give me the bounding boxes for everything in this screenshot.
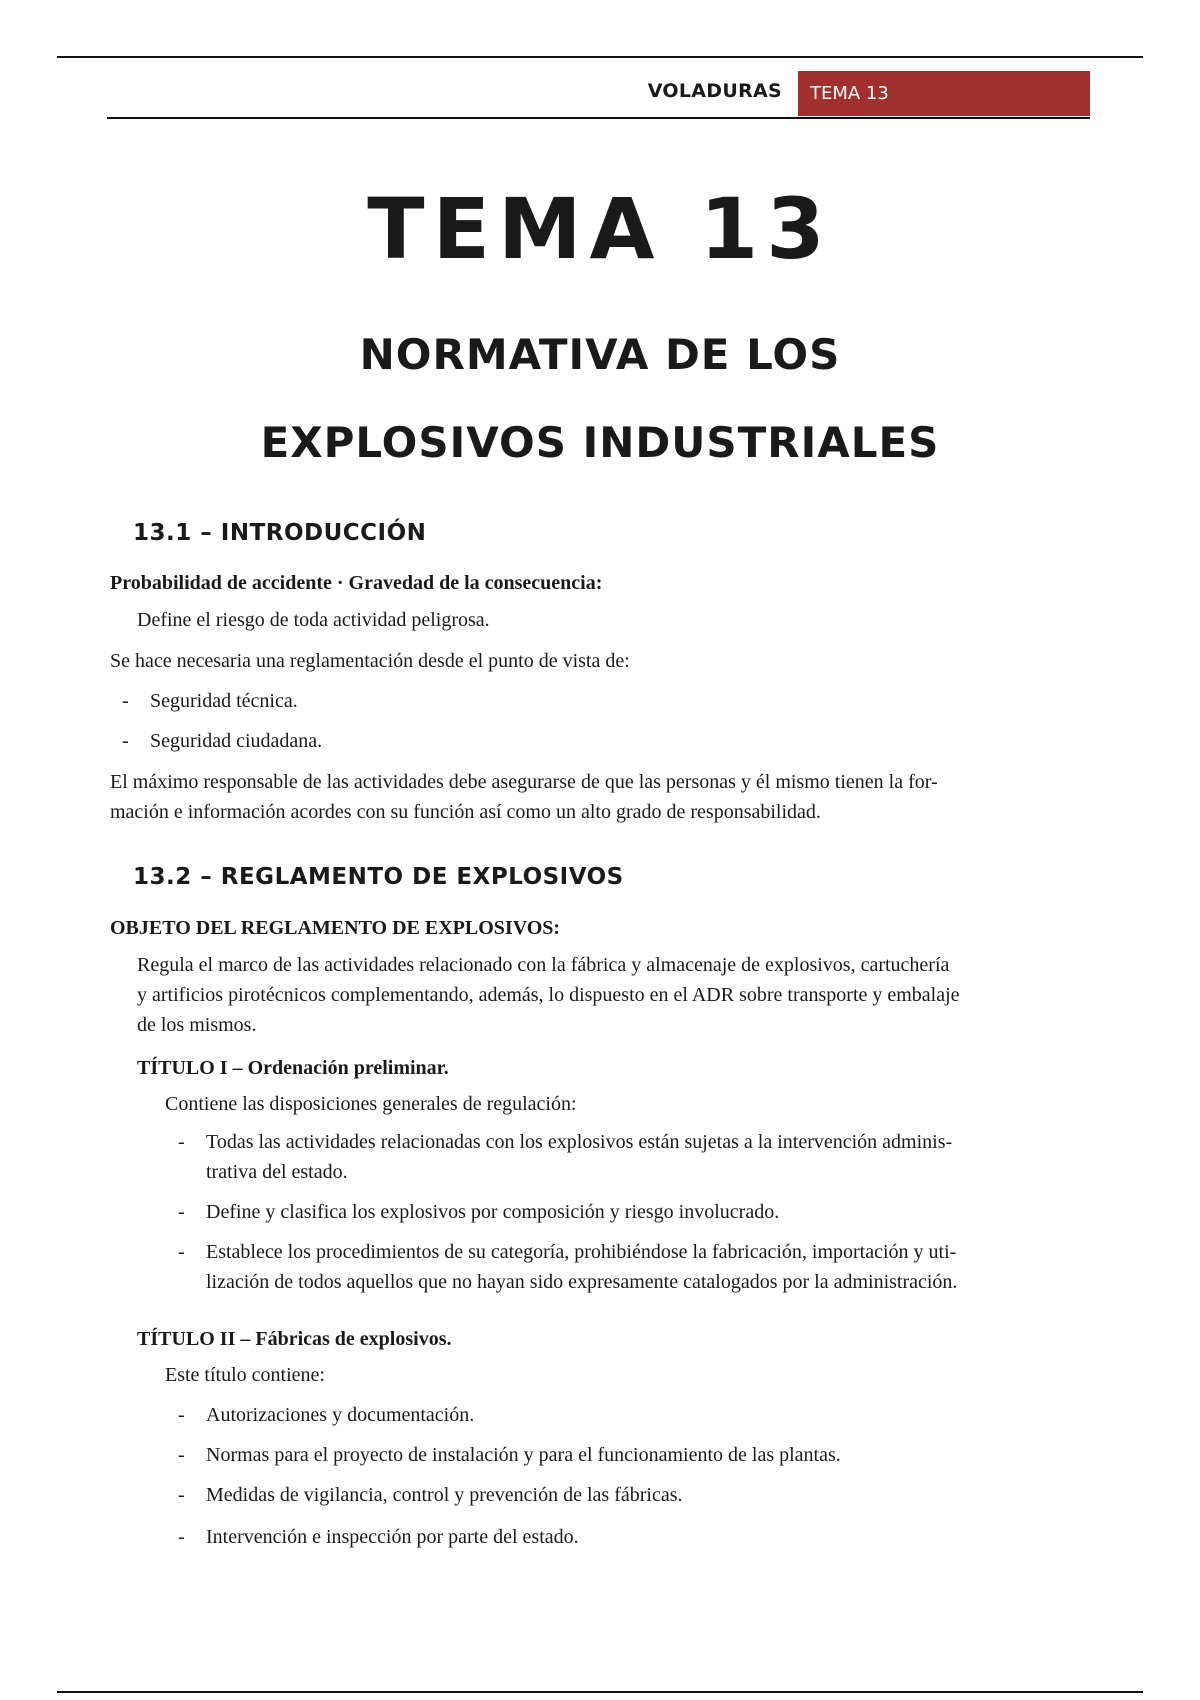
list-item-text: Define y clasifica los explosivos por composición y riesgo involucrado. — [206, 1201, 780, 1223]
list-item-text: Intervención e inspección por parte del estado. — [206, 1526, 579, 1548]
list-item-text: Establece los procedimientos de su categoría, prohibiéndose la fabricación, importación y uti- — [206, 1241, 957, 1263]
list-item-text: Seguridad ciudadana. — [150, 730, 323, 752]
bullet-dash: - — [178, 1201, 185, 1223]
titulo-2-intro: Este título contiene: — [165, 1364, 325, 1386]
bullet-dash: - — [178, 1484, 185, 1506]
list-item — [178, 1237, 956, 1267]
list-item — [122, 686, 298, 716]
list-item-text: Seguridad técnica. — [150, 690, 298, 712]
list-item — [178, 1127, 952, 1157]
subtitle-line-1: NORMATIVA DE LOS — [359, 330, 841, 379]
list-item-text: Medidas de vigilancia, control y prevención de las fábricas. — [206, 1484, 683, 1506]
bullet-dash: - — [122, 730, 129, 752]
bullet-dash: - — [178, 1404, 185, 1426]
objeto-line-3: de los mismos. — [137, 1014, 257, 1036]
list-item — [178, 1400, 474, 1430]
regulation-intro: Se hace necesaria una reglamentación desde el punto de vista de: — [110, 650, 630, 672]
list-item — [178, 1522, 579, 1552]
risk-formula-label: Probabilidad de accidente · Gravedad de la consecuencia: — [110, 572, 603, 594]
page-title: TEMA 13 — [367, 180, 833, 278]
risk-definition: Define el riesgo de toda actividad peligrosa. — [137, 609, 490, 631]
objeto-label: OBJETO DEL REGLAMENTO DE EXPLOSIVOS: — [110, 917, 561, 939]
objeto-line-1: Regula el marco de las actividades relacionado con la fábrica y almacenaje de explosivos, cartuchería — [137, 954, 950, 976]
titulo-2-heading: TÍTULO II – Fábricas de explosivos. — [137, 1328, 452, 1350]
list-item-text: Todas las actividades relacionadas con los explosivos están sujetas a la intervención adminis- — [206, 1131, 953, 1153]
section-heading-reglamento: 13.2 – REGLAMENTO DE EXPLOSIVOS — [133, 864, 624, 890]
responsibility-paragraph-line-2: mación e información acordes con su función así como un alto grado de responsabilidad. — [110, 801, 821, 823]
bottom-rule — [57, 1691, 1143, 1693]
responsibility-paragraph-line-1: El máximo responsable de las actividades debe asegurarse de que las personas y él mismo tienen la for- — [110, 771, 938, 793]
titulo-1-heading: TÍTULO I – Ordenación preliminar. — [137, 1057, 449, 1079]
list-item — [122, 726, 322, 756]
list-item-text: Normas para el proyecto de instalación y para el funcionamiento de las plantas. — [206, 1444, 841, 1466]
bullet-dash: - — [178, 1444, 185, 1466]
bullet-dash: - — [178, 1131, 185, 1153]
page-header — [107, 70, 1090, 119]
list-item-text: Autorizaciones y documentación. — [206, 1404, 475, 1426]
objeto-line-2: y artificios pirotécnicos complementando, además, lo dispuesto en el ADR sobre transporte y embalaje — [137, 984, 960, 1006]
list-item — [178, 1440, 841, 1470]
section-heading-introduccion: 13.1 – INTRODUCCIÓN — [133, 520, 427, 546]
subtitle-line-2: EXPLOSIVOS INDUSTRIALES — [260, 418, 940, 467]
list-item-continuation: lización de todos aquellos que no hayan sido expresamente catalogados por la administración. — [206, 1271, 958, 1293]
titulo-1-intro: Contiene las disposiciones generales de regulación: — [165, 1093, 577, 1115]
top-rule — [57, 56, 1143, 58]
bullet-dash: - — [122, 690, 129, 712]
bullet-dash: - — [178, 1241, 185, 1263]
list-item — [178, 1480, 683, 1510]
list-item — [178, 1197, 779, 1227]
list-item-continuation: trativa del estado. — [206, 1161, 348, 1183]
header-topic-tab: TEMA 13 — [798, 71, 1090, 116]
bullet-dash: - — [178, 1526, 185, 1548]
header-section-label: VOLADURAS — [647, 80, 782, 102]
